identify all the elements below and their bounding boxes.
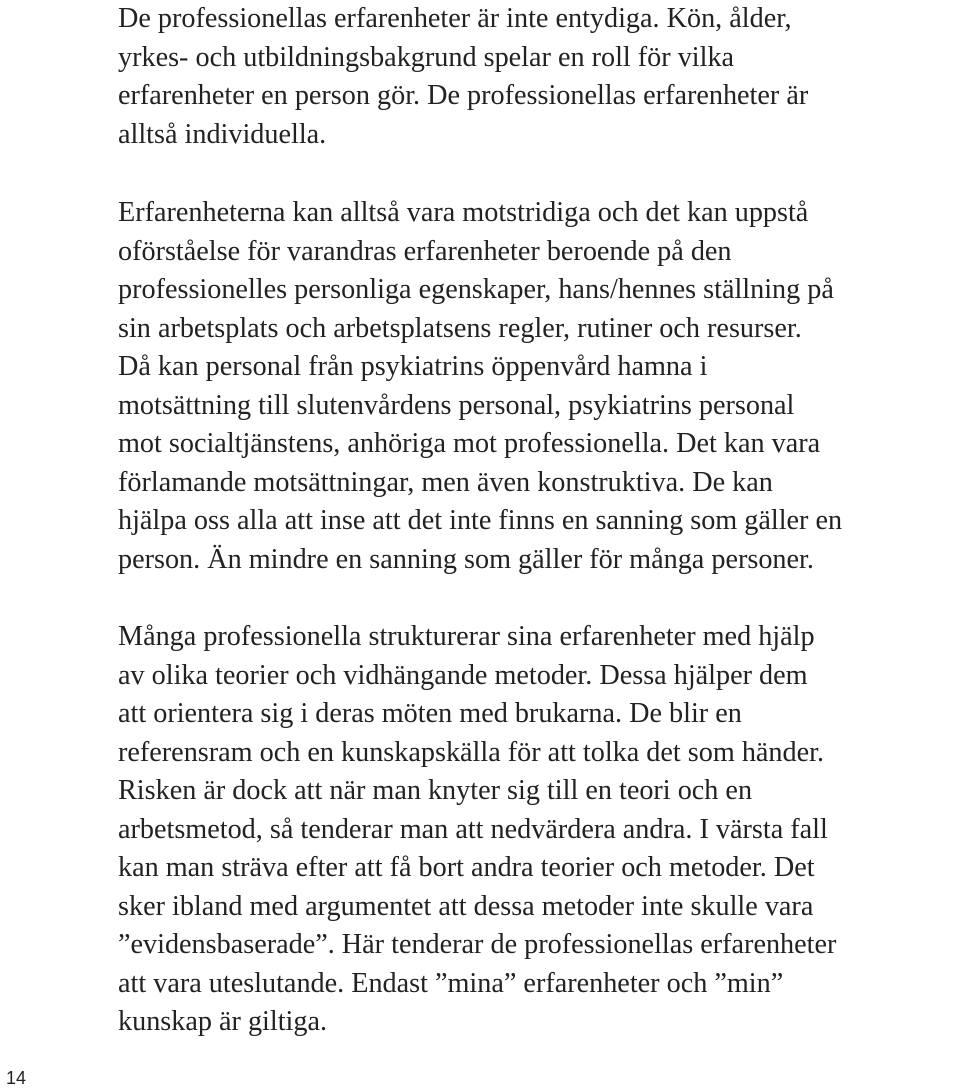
paragraph-spacer <box>118 579 960 618</box>
text-line: kan man sträva efter att få bort andra teorier och metoder. Det <box>118 852 815 883</box>
paragraph-2 <box>118 194 960 579</box>
paragraph-3 <box>118 618 960 1042</box>
text-line: arbetsmetod, så tenderar man att nedvärdera andra. I värsta fall <box>118 813 828 845</box>
body-text <box>118 0 960 1042</box>
text-line: De professionellas erfarenheter är inte entydiga. Kön, ålder, <box>118 3 792 34</box>
text-line: av olika teorier och vidhängande metoder. Dessa hjälper dem <box>118 659 808 691</box>
text-line: Då kan personal från psykiatrins öppenvård hamna i <box>118 351 708 382</box>
paragraph-1 <box>118 0 960 154</box>
text-line: förlamande motsättningar, men även konstruktiva. De kan <box>118 466 773 498</box>
text-line: mot socialtjänstens, anhöriga mot professionella. Det kan vara <box>118 428 821 459</box>
text-line: hjälpa oss alla att inse att det inte finns en sanning som gäller en <box>118 505 843 536</box>
text-line: att vara uteslutande. Endast ”mina” erfarenheter och ”min” <box>118 967 784 999</box>
paragraph-spacer <box>118 154 960 194</box>
page-number: 14 <box>6 1068 27 1088</box>
text-line: yrkes- och utbildningsbakgrund spelar en roll för vilka <box>118 41 735 73</box>
text-line: Erfarenheterna kan alltså vara motstridiga och det kan uppstå <box>118 197 809 228</box>
text-line: sin arbetsplats och arbetsplatsens regler, rutiner och resurser. <box>118 312 802 344</box>
text-line: att orientera sig i deras möten med brukarna. De blir en <box>118 698 742 729</box>
text-line: oförståelse för varandras erfarenheter beroende på den <box>118 235 732 267</box>
text-line: person. Än mindre en sanning som gäller för många personer. <box>118 543 814 575</box>
text-line: motsättning till slutenvårdens personal, psykiatrins personal <box>118 389 795 421</box>
text-line: sker ibland med argumentet att dessa metoder inte skulle vara <box>118 890 814 922</box>
text-line: erfarenheter en person gör. De professionellas erfarenheter är <box>118 80 809 111</box>
text-line: professionelles personliga egenskaper, hans/hennes ställning på <box>118 274 834 305</box>
text-line: Risken är dock att när man knyter sig till en teori och en <box>118 775 753 806</box>
text-line: ”evidensbaserade”. Här tenderar de professionellas erfarenheter <box>118 929 837 960</box>
text-line: Många professionella strukturerar sina erfarenheter med hjälp <box>118 621 815 652</box>
text-line: referensram och en kunskapskälla för att tolka det som händer. <box>118 736 825 768</box>
text-line: alltså individuella. <box>118 118 327 150</box>
text-line: kunskap är giltiga. <box>118 1006 328 1037</box>
